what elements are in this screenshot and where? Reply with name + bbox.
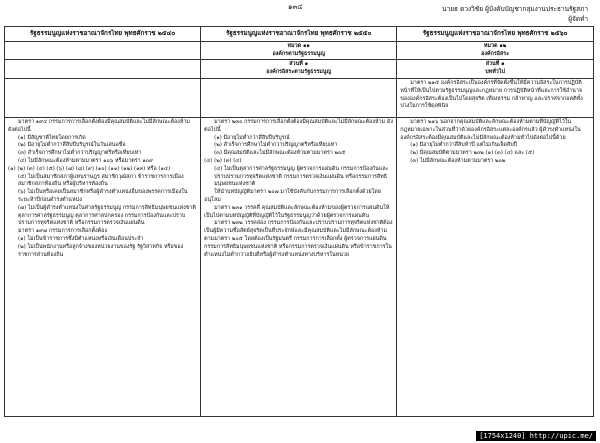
column-header-2550: รัฐธรรมนูญแห่งราชอาณาจักรไทย พุทธศักราช ๒๕๕๐ (201, 27, 397, 42)
chapter-cell-2560 (397, 41, 594, 60)
qualifications-cell-2540 (5, 117, 201, 416)
list-item: (๒) มีอายุไม่ต่ำกว่าสี่สิบปีบริบูรณ์ในวันเสนอชื่อ (18, 142, 126, 149)
list-item: (๑) มีอายุไม่ต่ำกว่าสี่สิบห้าปี แต่ไม่เกินเจ็ดสิบปี (410, 142, 518, 149)
comparison-table (4, 26, 594, 417)
part-cell-2550 (201, 60, 397, 79)
chapter-name: องค์กรตามรัฐธรรมนูญ (272, 50, 325, 57)
list-item: (๑) ไม่เป็นข้าราชการซึ่งมีตำแหน่งหรือเงินเดือนประจำ (18, 235, 144, 242)
header-author: นายธ ดวงวิชัย ผู้บังคับบัญชากลุ่มงานประธานรัฐสภา (442, 5, 588, 13)
qualifications-row (5, 117, 594, 416)
qualifications-cell-2550 (201, 117, 397, 416)
empty-cell-2540 (5, 78, 201, 117)
page-number: ๑๓๔ (288, 3, 303, 11)
part-title: ส่วนที่ ๑ (289, 61, 309, 68)
document-header (442, 4, 588, 24)
section-230-note: ให้นำบทบัญญัติมาตรา ๒๐๗ มาใช้บังคับกับกรรมการการเลือกตั้งด้วยโดยอนุโลม (204, 189, 382, 203)
list-item: (๒) ไม่เป็นพนักงานหรือลูกจ้างของหน่วยงานของรัฐ รัฐวิสาหกิจ หรือของราชการส่วนท้องถิ่น (18, 243, 184, 258)
section-215-cell (397, 78, 594, 117)
list-item-continued: (๑) (๒) (๓) (๔) (๕) (๖) (๗) (๘) (๙) (๑๐) (๑๑) (๑๒) (๑๓) หรือ (๑๔) (8, 165, 171, 172)
part-cell-2540 (5, 60, 201, 79)
list-item: (๓) สำเร็จการศึกษาไม่ต่ำกว่าปริญญาตรีหรือเทียบเท่า (18, 150, 142, 157)
section-197-text: มาตรา ๑๙๗ กรรมการการเลือกตั้งต้อง (18, 228, 107, 235)
chapter-title: หมวด ๑๒ (483, 42, 507, 49)
section-194-text: มาตรา ๑๙๔ กรรมการการเลือกตั้งต้องมีคุณสมบัติและไม่มีลักษณะต้องห้าม ดังต่อไปนี้ (8, 118, 190, 133)
table-header-row (5, 27, 594, 42)
part-cell-2560 (397, 60, 594, 79)
section-216-text: มาตรา ๒๑๖ นอกจากคุณสมบัติและลักษณะต้องห้ามตามที่บัญญัติไว้ในกฎหมายเฉพาะในส่วนที่ว่าด้วยองค์กรอิสระแต่ละองค์กรแล้ว ผู้ดำรงตำแหน่งในองค์กรอิสระต้องมีคุณสมบัติและไม่มีลักษณะต้องห้ามทั่วไปดังต่อไปนี้ด้วย (400, 118, 581, 141)
list-item: (๓) มีคุณสมบัติและไม่มีลักษณะต้องห้ามตามมาตรา ๒๐๕ (214, 150, 346, 157)
part-name: องค์กรอิสระตามรัฐธรรมนูญ (266, 69, 332, 76)
section-230-text: มาตรา ๒๓๐ กรรมการการเลือกตั้งต้องมีคุณสมบัติและไม่มีลักษณะต้องห้าม ดังต่อไปนี้ (204, 118, 394, 133)
list-item: (๑) มีสัญชาติไทยโดยการเกิด (18, 134, 86, 141)
column-header-2540: รัฐธรรมนูญแห่งราชอาณาจักรไทย พุทธศักราช ๒๕๔๐ (5, 27, 201, 42)
part-name: บททั่วไป (485, 69, 505, 76)
chapter-cell-2540 (5, 41, 201, 60)
list-item: (๔) ไม่มีลักษณะต้องห้ามตามมาตรา ๑๐๖ หรือมาตรา ๑๐๙ (18, 157, 154, 164)
list-item: (๕) ไม่เป็นสมาชิกสภาผู้แทนราษฎร สมาชิกวุฒิสภา ข้าราชการการเมือง สมาชิกสภาท้องถิ่น หรือผู้บริหารท้องถิ่น (18, 173, 184, 188)
chapter-row (5, 41, 594, 60)
list-item: (๒) มีคุณสมบัติตามมาตรา ๒๐๒ (๑) (๓) (๔) และ (๕) (410, 150, 535, 157)
section-215-text: มาตรา ๒๑๕ องค์กรอิสระเป็นองค์กรที่จัดตั้งขึ้นให้มีความอิสระในการปฏิบัติหน้าที่ให้เป็นไปตามรัฐธรรมนูญและกฎหมาย การปฏิบัติหน้าที่และการใช้อำนาจขององค์กรอิสระต้องเป็นไปโดยสุจริต เที่ยงธรรม กล้าหาญ และปราศจากอคติทั้งปวงในการใช้ดุลพินิจ (400, 79, 583, 110)
general-provisions-row (5, 78, 594, 117)
list-item: (๓) ไม่มีลักษณะต้องห้ามตามมาตรา ๒๐๒ (410, 157, 506, 164)
column-header-2560: รัฐธรรมนูญแห่งราชอาณาจักรไทย พุทธศักราช ๒๕๖๐ (397, 27, 594, 42)
section-232-text: มาตรา ๒๓๒ วรรคสอง กรรมการป้องกันและปราบปรามการทุจริตแห่งชาติต้องเป็นผู้มีความซื่อสัตย์สุจริตเป็นที่ประจักษ์และมีคุณสมบัติและไม่มีลักษณะต้องห้ามตามมาตรา ๒๐๕ โดยต้องเป็นรัฐมนตรี กรรมการการเลือกตั้ง ผู้ตรวจการแผ่นดิน กรรมการสิทธิมนุษยชนแห่งชาติ หรือกรรมการตรวจเงินแผ่นดิน หรือข้าราชการในตำแหน่งไม่ต่ำกว่าอธิบดีหรือผู้ดำรงตำแหน่งทางบริหารในหน่วย (204, 220, 393, 258)
list-item: (๖) ไม่เป็นหรือเคยเป็นสมาชิกหรือผู้ดำรงตำแหน่งอื่นของพรรคการเมืองในระยะห้าปีก่อนดำรงตำแหน่ง (18, 189, 188, 203)
list-item-continued: (๔) (๒) (๓) (๔) (204, 157, 242, 164)
chapter-name: องค์กรอิสระ (481, 50, 510, 57)
list-item: (๑) มีอายุไม่ต่ำกว่าสี่สิบปีบริบูรณ์ (214, 134, 290, 141)
watermark: [1754x1240] http://upic.me/ (476, 431, 596, 441)
part-row (5, 60, 594, 79)
list-item: (๒) สำเร็จการศึกษาไม่ต่ำกว่าปริญญาตรีหรือเทียบเท่า (214, 142, 338, 149)
chapter-cell-2550 (201, 41, 397, 60)
header-role: ผู้จัดทำ (568, 15, 588, 23)
part-title: ส่วนที่ ๑ (485, 61, 505, 68)
qualifications-cell-2560 (397, 117, 594, 416)
list-item: (๔) ไม่เป็นตุลาการศาลรัฐธรรมนูญ ผู้ตรวจการแผ่นดิน กรรมการป้องกันและปราบปรามการทุจริตแห่งชาติ กรรมการตรวจเงินแผ่นดิน หรือกรรมการสิทธิมนุษยชนแห่งชาติ (214, 165, 389, 188)
section-231-text: มาตรา ๒๓๑ วรรคสี่ คุณสมบัติและลักษณะต้องห้ามของผู้ตรวจการแผ่นดินให้เป็นไปตามบทบัญญัติที่บัญญัติไว้ในรัฐธรรมนูญว่าด้วยผู้ตรวจการแผ่นดิน (204, 204, 390, 219)
list-item: (๗) ไม่เป็นผู้ดำรงตำแหน่งในศาลรัฐธรรมนูญ กรรมการสิทธิมนุษยชนแห่งชาติ ตุลาการศาลรัฐธรรมนูญ ตุลาการศาลปกครอง กรรมการป้องกันและปราบปรามการทุจริตแห่งชาติ หรือกรรมการตรวจเงินแผ่นดิน (18, 204, 196, 227)
chapter-title: หมวด ๑๑ (287, 42, 310, 49)
empty-cell-2550 (201, 78, 397, 117)
